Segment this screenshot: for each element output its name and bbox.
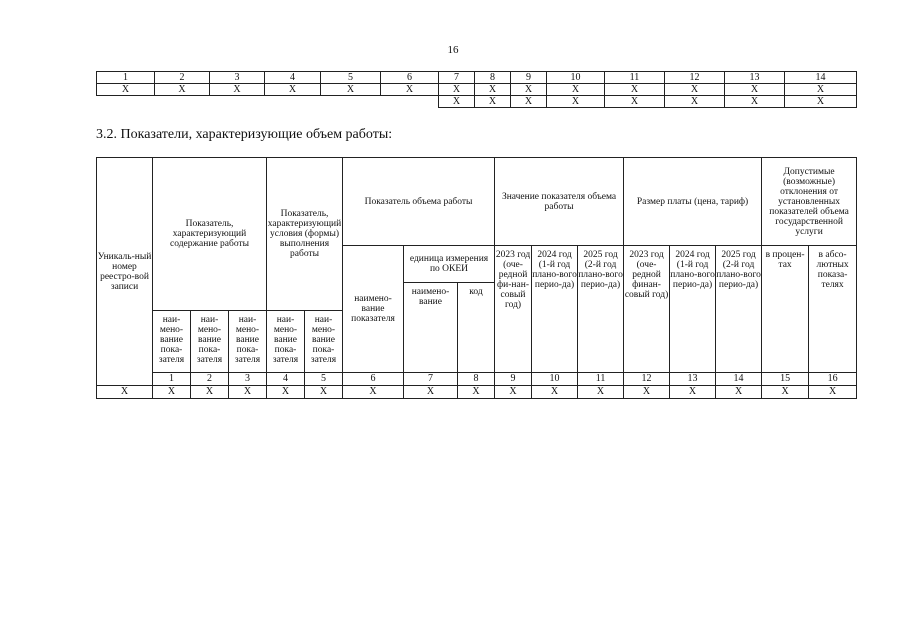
column-number: 3	[210, 72, 265, 84]
table-cell: X	[267, 386, 305, 399]
work-volume-table	[96, 157, 857, 399]
header-fee-size: Размер платы (цена, тариф)	[624, 158, 762, 246]
table-header-row	[97, 72, 857, 84]
header-allowed-deviation: Допустимые (возможные) отклонения от установленных показателей объема государственной услуги	[762, 158, 857, 246]
column-number: 14	[785, 72, 857, 84]
column-number: 6	[343, 373, 404, 386]
header-fee-2024: 2024 год (1-й год плано-вого перио-да)	[670, 246, 716, 373]
header-conditions-indicator: Показатель, характеризующий условия (формы) выполнения работы	[267, 158, 343, 311]
table-cell: X	[716, 386, 762, 399]
header-content-name-1: наи-мено-вание пока-зателя	[153, 311, 191, 373]
header-indicator-value: Значение показателя объема работы	[495, 158, 624, 246]
table-cell: X	[532, 386, 578, 399]
header-fee-2025: 2025 год (2-й год плано-вого перио-да)	[716, 246, 762, 373]
column-number: 1	[153, 373, 191, 386]
section-heading: 3.2. Показатели, характеризующие объем работы:	[96, 127, 393, 142]
column-number: 2	[155, 72, 210, 84]
table-cell: X	[762, 386, 809, 399]
header-value-2024: 2024 год (1-й год плано-вого перио-да)	[532, 246, 578, 373]
column-number: 6	[381, 72, 439, 84]
table-cell: X	[665, 84, 725, 96]
column-number: 15	[762, 373, 809, 386]
empty-cell	[155, 96, 210, 108]
table-cell: X	[155, 84, 210, 96]
table-cell: X	[495, 386, 532, 399]
column-number: 9	[511, 72, 547, 84]
table-cell: X	[153, 386, 191, 399]
table-cell: X	[725, 96, 785, 108]
table-cell: X	[809, 386, 857, 399]
header-absolute: в абсо-лютных показа-телях	[809, 246, 857, 373]
column-number: 14	[716, 373, 762, 386]
column-number: 12	[624, 373, 670, 386]
column-number: 2	[191, 373, 229, 386]
table-cell: X	[439, 84, 475, 96]
table-cell: X	[210, 84, 265, 96]
header-percent: в процен-тах	[762, 246, 809, 373]
table-cell: X	[458, 386, 495, 399]
column-numbers-row	[97, 373, 857, 386]
column-number: 4	[267, 373, 305, 386]
table-cell: X	[305, 386, 343, 399]
column-number: 9	[495, 373, 532, 386]
column-number: 5	[321, 72, 381, 84]
header-unique-number: Уникаль-ный номер реестро-вой записи	[97, 158, 153, 386]
empty-cell	[97, 96, 155, 108]
table-header-row	[97, 158, 857, 246]
empty-cell	[321, 96, 381, 108]
table-cell: X	[665, 96, 725, 108]
table-cell: X	[404, 386, 458, 399]
table-cell: X	[439, 96, 475, 108]
header-fee-2023: 2023 год (оче-редной финан-совый год)	[624, 246, 670, 373]
table-cell: X	[97, 386, 153, 399]
column-number: 7	[404, 373, 458, 386]
page-number: 16	[447, 44, 459, 56]
header-value-2023: 2023 год (оче-редной фи-нан-совый год)	[495, 246, 532, 373]
empty-cell	[381, 96, 439, 108]
table-cell: X	[785, 84, 857, 96]
header-conditions-name-1: наи-мено-вание пока-зателя	[267, 311, 305, 373]
table-cell: X	[624, 386, 670, 399]
table-row	[97, 96, 857, 108]
column-number: 10	[547, 72, 605, 84]
header-content-indicator: Показатель, характеризующий содержание работы	[153, 158, 267, 311]
column-number: 4	[265, 72, 321, 84]
column-number: 11	[578, 373, 624, 386]
column-number: 11	[605, 72, 665, 84]
column-number: 7	[439, 72, 475, 84]
table-cell: X	[670, 386, 716, 399]
table-cell: X	[321, 84, 381, 96]
header-unit-name: наимено-вание	[404, 283, 458, 373]
table-cell: X	[343, 386, 404, 399]
header-unit-code: код	[458, 283, 495, 373]
column-number: 13	[670, 373, 716, 386]
table-cell: X	[511, 96, 547, 108]
table-cell: X	[191, 386, 229, 399]
column-number: 1	[97, 72, 155, 84]
table-cell: X	[475, 96, 511, 108]
header-content-name-3: наи-мено-вание пока-зателя	[229, 311, 267, 373]
column-number: 8	[458, 373, 495, 386]
table-cell: X	[265, 84, 321, 96]
header-unit: единица измерения по ОКЕИ	[404, 246, 495, 283]
table-cell: X	[605, 84, 665, 96]
table-cell: X	[511, 84, 547, 96]
header-volume-indicator: Показатель объема работы	[343, 158, 495, 246]
table-cell: X	[381, 84, 439, 96]
column-number: 16	[809, 373, 857, 386]
table-cell: X	[605, 96, 665, 108]
continuation-table	[96, 71, 857, 108]
empty-cell	[210, 96, 265, 108]
table-cell: X	[578, 386, 624, 399]
table-cell: X	[229, 386, 267, 399]
table-cell: X	[547, 96, 605, 108]
column-number: 5	[305, 373, 343, 386]
table-cell: X	[725, 84, 785, 96]
empty-cell	[265, 96, 321, 108]
header-value-2025: 2025 год (2-й год плано-вого перио-да)	[578, 246, 624, 373]
table-cell: X	[475, 84, 511, 96]
column-number: 12	[665, 72, 725, 84]
table-cell: X	[97, 84, 155, 96]
column-number: 3	[229, 373, 267, 386]
table-cell: X	[785, 96, 857, 108]
table-row	[97, 84, 857, 96]
column-number: 8	[475, 72, 511, 84]
header-conditions-name-2: наи-мено-вание пока-зателя	[305, 311, 343, 373]
column-number: 10	[532, 373, 578, 386]
header-content-name-2: наи-мено-вание пока-зателя	[191, 311, 229, 373]
column-number: 13	[725, 72, 785, 84]
table-row	[97, 386, 857, 399]
header-indicator-name: наимено-вание показателя	[343, 246, 404, 373]
table-cell: X	[547, 84, 605, 96]
